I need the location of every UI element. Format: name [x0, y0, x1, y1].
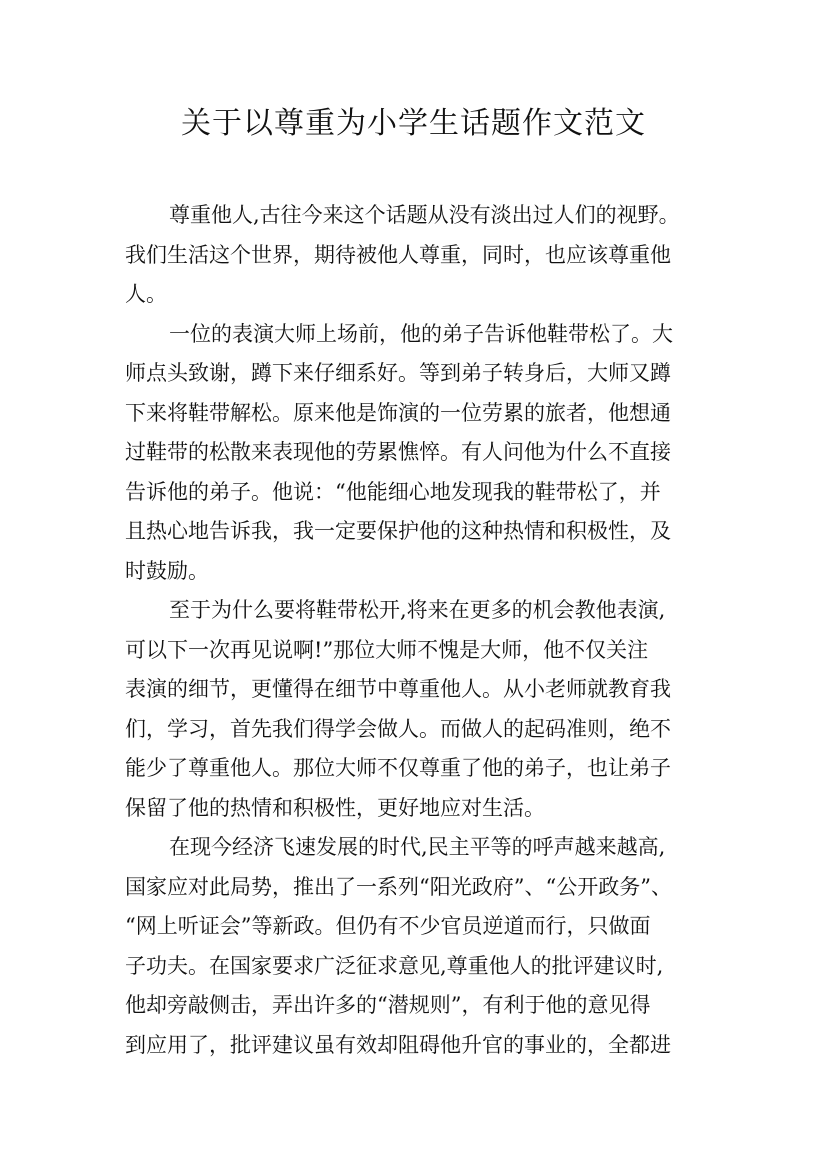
text-line: 时鼓励。	[125, 558, 209, 583]
text-line: 能少了尊重他人。那位大师不仅尊重了他的弟子，也让弟子	[125, 756, 671, 780]
text-line: 表演的细节，更懂得在细节中尊重他人。从小老师就教育我	[125, 677, 671, 701]
text-line: “网上听证会”等新政。但仍有不少官员逆道而行，只做面	[125, 914, 651, 938]
text-line: 师点头致谢，蹲下来仔细系好。等到弟子转身后，大师又蹲	[125, 361, 671, 385]
document-title: 关于以尊重为小学生话题作文范文	[181, 106, 646, 141]
text-line: 告诉他的弟子。他说：“他能细心地发现我的鞋带松了，并	[125, 479, 661, 504]
text-line: 们，学习，首先我们得学会做人。而做人的起码准则，绝不	[125, 716, 671, 741]
text-line: 可以下一次再见说啊!”那位大师不愧是大师，他不仅关注	[125, 637, 649, 662]
text-line: 他却旁敲侧击，弄出许多的“潜规则”，有利于他的意见得	[125, 993, 651, 1017]
text-line: 国家应对此局势，推出了一系列“阳光政府”、“公开政务”、	[125, 874, 672, 899]
text-line: 一位的表演大师上场前，他的弟子告诉他鞋带松了。大	[169, 321, 673, 346]
text-line: 我们生活这个世界，期待被他人尊重，同时，也应该尊重他	[125, 242, 671, 267]
text-line: 过鞋带的松散来表现他的劳累憔悴。有人问他为什么不直接	[125, 440, 671, 464]
text-line: 且热心地告诉我，我一定要保护他的这种热情和积极性，及	[125, 519, 671, 543]
text-line: 保留了他的热情和积极性，更好地应对生活。	[125, 795, 545, 820]
text-line: 到应用了，批评建议虽有效却阻碍他升官的事业的，全都进	[125, 1032, 671, 1057]
text-line: 人。	[125, 282, 167, 306]
text-line: 尊重他人,古往今来这个话题从没有淡出过人们的视野。	[169, 203, 680, 227]
text-line: 下来将鞋带解松。原来他是饰演的一位劳累的旅者，他想通	[125, 400, 671, 425]
document-body	[125, 196, 725, 1065]
text-line: 子功夫。在国家要求广泛征求意见,尊重他人的批评建议时,	[125, 953, 664, 978]
text-line: 在现今经济飞速发展的时代,民主平等的呼声越来越高,	[169, 835, 666, 859]
text-line: 至于为什么要将鞋带松开,将来在更多的机会教他表演,	[169, 598, 666, 622]
